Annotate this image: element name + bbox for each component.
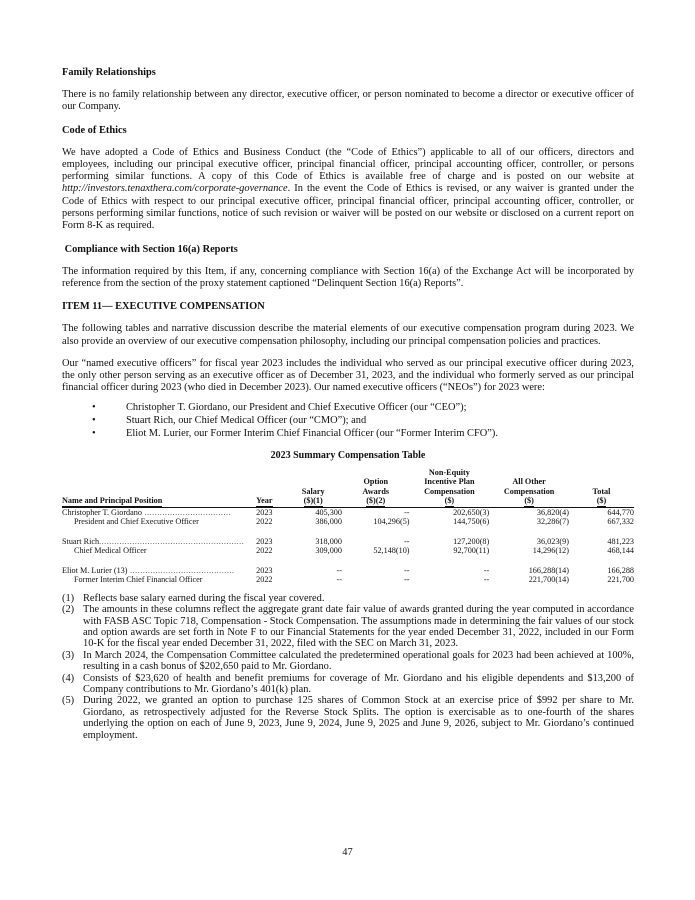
footnote-text: In March 2024, the Compensation Committee calculated the predetermined operational goals for 2023 had been achieved at 100%, resulting in a cash bonus of $202,650 paid to Mr. Giordano. [83, 649, 634, 673]
footnote-mark: (2) [62, 604, 75, 616]
footnotes-list [62, 593, 634, 741]
cell-other: 36,820(4) [536, 507, 569, 517]
footnote-text: During 2022, we granted an option to purchase 125 shares of Common Stock at an exercise price of $992 per share to Mr. Giordano, as retrospectively adjusted for the Reverse Stock Splits. The option is exercisable as to one-fourth of the shares underlying the option on each of June 9, 2023, June 9, 2024, June 9, 2025 and June 9, 2026, subject to Mr. Giordano’s continued employment. [83, 695, 634, 741]
cell-year: 2022 [256, 575, 273, 585]
table-row [62, 517, 634, 527]
footnote [62, 673, 634, 696]
header-non-equity: Non-Equity Incentive Plan Compensation ($) [424, 467, 475, 506]
bullet-icon: • [92, 427, 96, 439]
family-relationships-heading: Family Relationships [62, 67, 156, 78]
bullet-icon: • [92, 401, 96, 413]
cell-year: 2022 [256, 517, 273, 527]
cell-salary: 386,000 [315, 517, 342, 527]
header-name: Name and Principal Position [62, 496, 163, 506]
footnote-mark: (5) [62, 695, 75, 707]
item11-heading: ITEM 11— EXECUTIVE COMPENSATION [62, 301, 265, 313]
officer-title: Former Interim Chief Financial Officer [74, 575, 203, 585]
cell-total: 644,770 [607, 507, 634, 517]
footnote [62, 695, 634, 741]
footnote-mark: (3) [62, 649, 75, 661]
cell-other: 166,288(14) [528, 565, 569, 575]
footnote-mark: (1) [62, 592, 75, 604]
footnote-text: Reflects base salary earned during the fiscal year covered. [83, 592, 325, 604]
footnote [62, 650, 634, 673]
ethics-url-link[interactable]: http://investors.tenaxthera.com/corporate-governance [62, 183, 288, 195]
item11-intro: The following tables and narrative discussion describe the material elements of our executive compensation program during 2023. We also provide an overview of our executive compensation philosophy, including our principal compensation policies and practices. [62, 323, 634, 347]
officer-name: Christopher T. Giordano .................................. [62, 507, 232, 517]
footnote-text: The amounts in these columns reflect the aggregate grant date fair value of awards granted during the year computed in accordance with FASB ASC Topic 718, Compensation - Stock Compensation. The assumptions made in determining the fair values of our stock and option awards are set forth in Note F to our Financial Statements for the year ended December 31, 2022, included in our Form 10-K for the fiscal year ended December 31, 2022, filed with the SEC on March 31, 2023. [83, 604, 634, 650]
neo-list [62, 401, 634, 440]
list-item [62, 427, 634, 440]
cell-year: 2022 [256, 546, 273, 556]
officer-name: Stuart Rich......................................................... [62, 536, 245, 546]
cell-option: -- [404, 575, 410, 585]
table-header-row [62, 468, 634, 508]
compliance-text: The information required by this Item, if any, concerning compliance with Section 16(a) of the Exchange Act will be incorporated by reference from the section of the proxy statement captioned “Delinquent Section 16(a) Reports”. [62, 265, 634, 289]
cell-total: 667,332 [607, 517, 634, 527]
summary-compensation-table [62, 468, 634, 585]
officer-title: President and Chief Executive Officer [74, 517, 199, 527]
cell-option: 52,148(10) [373, 546, 410, 556]
cell-salary: -- [336, 575, 342, 585]
footnote-mark: (4) [62, 672, 75, 684]
cell-nonequity: 92,700(11) [453, 546, 490, 556]
row-spacer [62, 527, 634, 537]
table-row [62, 566, 634, 576]
cell-nonequity: -- [483, 565, 490, 575]
ethics-text-part2: . In the event the Code of Ethics is revised, or any waiver is granted under the Code of Ethics with respect to our principal executive officer, principal financial officer, principal accounting officer, controller, or persons performing similar functions, notice of such revision or waiver will be posted on our website or disclosed on a current report on Form 8-K as required. [62, 183, 634, 232]
cell-year: 2023 [256, 507, 273, 517]
cell-salary: 309,000 [315, 546, 342, 556]
officer-name: Eliot M. Lurier (13) ......................................... [62, 565, 235, 575]
cell-salary: 405,300 [315, 507, 342, 517]
cell-option: -- [404, 565, 410, 575]
cell-total: 468,144 [607, 546, 634, 556]
cell-nonequity: 144,750(6) [453, 517, 490, 527]
table-row [62, 537, 634, 547]
header-year: Year [256, 496, 273, 506]
header-all-other: All Other Compensation ($) [503, 477, 555, 506]
footnote-text: Consists of $23,620 of health and benefit premiums for coverage of Mr. Giordano and his eligible dependents and $13,200 of Company contributions to Mr. Giordano’s 401(k) plan. [83, 672, 634, 695]
cell-other: 32,286(7) [536, 517, 569, 527]
cell-year: 2023 [256, 565, 273, 575]
cell-other: 14,296(12) [532, 546, 569, 556]
neo-item: Eliot M. Lurier, our Former Interim Chief Financial Officer (our “Former Interim CFO”). [126, 427, 498, 439]
cell-salary: -- [336, 565, 342, 575]
neo-description: Our “named executive officers” for fiscal year 2023 includes the individual who served as our principal executive officer during 2023, the only other person serving as an executive officer as of December 31, 2023, and the individual who formerly served as our principal financial officer during 2023 (who died in December 2023). Our named executive officers (“NEOs”) for 2023 were: [62, 357, 634, 394]
header-option-awards: Option Awards ($)(2) [362, 477, 390, 506]
table-title: 2023 Summary Compensation Table [270, 449, 426, 461]
header-total: Total ($) [592, 486, 611, 506]
cell-salary: 318,000 [315, 536, 342, 546]
footnote [62, 604, 634, 650]
cell-nonequity: -- [483, 575, 490, 585]
cell-nonequity: 127,200(8) [453, 536, 490, 546]
neo-item: Stuart Rich, our Chief Medical Officer (our “CMO”); and [126, 414, 367, 426]
neo-item: Christopher T. Giordano, our President and Chief Executive Officer (our “CEO”); [126, 401, 467, 413]
compliance-heading [62, 243, 634, 256]
code-of-ethics-heading: Code of Ethics [62, 124, 127, 136]
cell-option: 104,296(5) [373, 517, 410, 527]
ethics-text-part1: We have adopted a Code of Ethics and Business Conduct (the “Code of Ethics”) applicable to all of our officers, directors and employees, including our principal executive officer, principal financial officer, principal accounting officer, controller, or persons performing similar functions. A copy of this Code of Ethics is available free of charge and is posted on our website at [62, 146, 634, 183]
bullet-icon: • [92, 414, 96, 426]
list-item [62, 401, 634, 414]
cell-option: -- [404, 536, 410, 546]
list-item [62, 414, 634, 427]
cell-other: 221,700(14) [528, 575, 569, 585]
cell-nonequity: 202,650(3) [453, 507, 490, 517]
table-row [62, 575, 634, 585]
row-spacer [62, 556, 634, 566]
cell-total: 166,288 [607, 565, 634, 575]
header-salary: Salary ($)(1) [301, 486, 325, 506]
footnote [62, 593, 634, 604]
code-of-ethics-text [62, 147, 634, 233]
family-relationships-text: There is no family relationship between any director, executive officer, or person nominated to become a director or executive officer of our Company. [62, 89, 634, 113]
cell-year: 2023 [256, 536, 273, 546]
page-number: 47 [342, 847, 353, 858]
officer-title: Chief Medical Officer [74, 546, 147, 556]
cell-total: 221,700 [607, 575, 634, 585]
cell-other: 36,023(9) [536, 536, 569, 546]
table-row [62, 546, 634, 556]
table-row [62, 507, 634, 517]
cell-total: 481,223 [607, 536, 634, 546]
document-page [62, 66, 634, 741]
compliance-heading-text: Compliance with Section 16(a) Reports [64, 243, 238, 255]
cell-option: -- [404, 507, 410, 517]
